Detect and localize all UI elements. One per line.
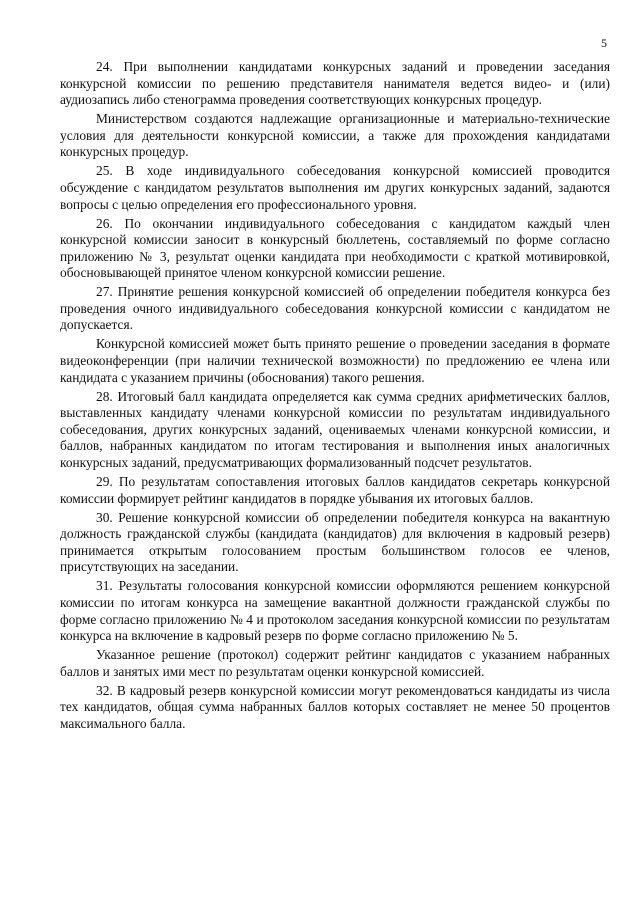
paragraph-28: 28. Итоговый балл кандидата определяется как сумма средних арифметических баллов, выставленных кандидату членами конкурсной комиссии по результатам индивидуального собеседования, других конкурсных заданий, оцениваемых членами конкурсной комиссии, и баллов, набранных кандидатом по итогам тестирования и выполнения иных аналогичных конкурсных заданий, предусматривающих формализованный подсчет результатов. xyxy=(60,388,610,470)
paragraph-24: 24. При выполнении кандидатами конкурсных заданий и проведении заседания конкурсной комиссии по решению представителя нанимателя ведется видео- и (или) аудиозапись либо стенограмма проведения соответствующих конкурсных процедур. xyxy=(60,59,610,108)
document-body xyxy=(60,59,610,732)
paragraph-27: 27. Принятие решения конкурсной комиссией об определении победителя конкурса без проведения очного индивидуального собеседования конкурсной комиссии с кандидатом не допускается. xyxy=(60,284,610,333)
paragraph-29: 29. По результатам сопоставления итоговых баллов кандидатов секретарь конкурсной комиссии формирует рейтинг кандидатов в порядке убывания их итоговых баллов. xyxy=(60,473,610,506)
page-number: 5 xyxy=(601,36,607,50)
paragraph-videoconference: Конкурсной комиссией может быть принято решение о проведении заседания в формате видеоконференции (при наличии технической возможности) по предложению ее члена или кандидата с указанием причины (обоснования) такого решения. xyxy=(60,336,610,385)
paragraph-32: 32. В кадровый резерв конкурсной комиссии могут рекомендоваться кандидаты из числа тех кандидатов, общая сумма набранных баллов которых составляет не менее 50 процентов максимального балла. xyxy=(60,682,610,731)
paragraph-26: 26. По окончании индивидуального собеседования с кандидатом каждый член конкурсной комиссии заносит в конкурсный бюллетень, составляемый по форме согласно приложению № 3, результат оценки кандидата при необходимости с краткой мотивировкой, обосновывающей принятое членом конкурсной комиссии решение. xyxy=(60,215,610,281)
paragraph-30: 30. Решение конкурсной комиссии об определении победителя конкурса на вакантную должность гражданской службы (кандидата (кандидатов) для включения в кадровый резерв) принимается открытым голосованием простым большинством голосов ее членов, присутствующих на заседании. xyxy=(60,509,610,575)
paragraph-25: 25. В ходе индивидуального собеседования конкурсной комиссией проводится обсуждение с кандидатом результатов выполнения им других конкурсных заданий, задаются вопросы с целью определения его профессионального уровня. xyxy=(60,163,610,212)
paragraph-ministry-conditions: Министерством создаются надлежащие организационные и материально-технические условия для деятельности конкурсной комиссии, а также для прохождения кандидатами конкурсных процедур. xyxy=(60,111,610,160)
paragraph-31: 31. Результаты голосования конкурсной комиссии оформляются решением конкурсной комиссии по итогам конкурса на замещение вакантной должности гражданской службы по форме согласно приложению № 4 и протоколом заседания конкурсной комиссии по результатам конкурса на включение в кадровый резерв по форме согласно приложению № 5. xyxy=(60,578,610,644)
paragraph-decision-rating: Указанное решение (протокол) содержит рейтинг кандидатов с указанием набранных баллов и занятых ими мест по результатам оценки конкурсной комиссией. xyxy=(60,647,610,679)
